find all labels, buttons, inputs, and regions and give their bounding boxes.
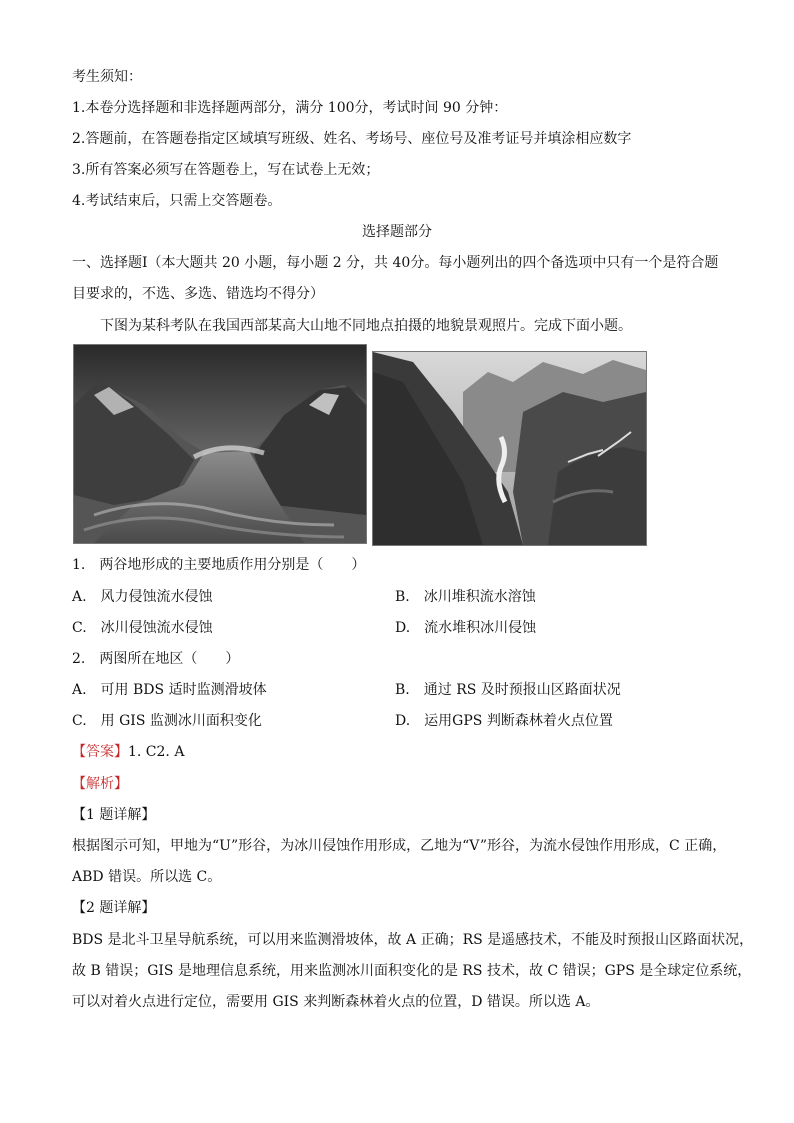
question-1-text: 1. 两谷地形成的主要地质作用分别是（ ） bbox=[72, 557, 366, 573]
detail-2-line-3: 可以对着火点进行定位，需要用 GIS 来判断森林着火点的位置，D 错误。所以选 A。 bbox=[72, 994, 600, 1010]
question-2-option-c: C. 用 GIS 监测冰川面积变化 bbox=[72, 713, 262, 729]
question-1-option-a: A. 风力侵蚀流水侵蚀 bbox=[72, 589, 213, 605]
question-1-option-d: D. 流水堆积冰川侵蚀 bbox=[395, 620, 537, 636]
question-2-option-a: A. 可用 BDS 适时监测滑坡体 bbox=[72, 682, 267, 698]
detail-2-line-2: 故 B 错误；GIS 是地理信息系统，用来监测冰川面积变化的是 RS 技术，故 C 错误；GPS 是全球定位系统， bbox=[72, 963, 752, 979]
answer-label: 【答案】 bbox=[72, 744, 128, 760]
river-valley-photo bbox=[372, 351, 647, 546]
detail-1-label: 【1 题详解】 bbox=[72, 807, 156, 823]
notice-item-1: 1.本卷分选择题和非选择题两部分，满分 100分，考试时间 90 分钟： bbox=[72, 100, 508, 116]
notice-heading: 考生须知： bbox=[72, 69, 142, 85]
question-2-text: 2. 两图所在地区（ ） bbox=[72, 651, 240, 667]
detail-2-line-1: BDS 是北斗卫星导航系统，可以用来监测滑坡体，故 A 正确；RS 是遥感技术，不能及时预报山区路面状况， bbox=[72, 932, 754, 948]
question-2-option-b: B. 通过 RS 及时预报山区路面状况 bbox=[395, 682, 621, 698]
question-2-option-d: D. 运用GPS 判断森林着火点位置 bbox=[395, 713, 613, 729]
question-1-option-c: C. 冰川侵蚀流水侵蚀 bbox=[72, 620, 213, 636]
notice-item-2: 2.答题前，在答题卷指定区域填写班级、姓名、考场号、座位号及准考证号并填涂相应数字 bbox=[72, 131, 632, 147]
detail-1-line-1: 根据图示可知，甲地为“U”形谷，为冰川侵蚀作用形成，乙地为“V”形谷，为流水侵蚀作用形成，C 正确， bbox=[72, 838, 727, 854]
glacial-valley-image bbox=[74, 345, 366, 543]
glacial-valley-photo bbox=[73, 344, 367, 544]
detail-1-line-2: ABD 错误。所以选 C。 bbox=[72, 869, 222, 885]
river-valley-image bbox=[373, 352, 646, 545]
section-title: 选择题部分 bbox=[362, 224, 432, 240]
detail-2-label: 【2 题详解】 bbox=[72, 900, 156, 916]
part-instruction-line-1: 一、选择题Ⅰ（本大题共 20 小题，每小题 2 分，共 40分。每小题列出的四个备选项中只有一个是符合题 bbox=[72, 255, 719, 271]
answer-text: 1. C2. A bbox=[128, 744, 185, 760]
notice-item-4: 4.考试结束后，只需上交答题卷。 bbox=[72, 193, 282, 209]
answer-row bbox=[72, 742, 184, 762]
notice-item-3: 3.所有答案必须写在答题卷上，写在试卷上无效； bbox=[72, 162, 380, 178]
analysis-label: 【解析】 bbox=[72, 776, 128, 792]
part-instruction-line-2: 目要求的，不选、多选、错选均不得分） bbox=[72, 286, 324, 302]
question-1-option-b: B. 冰川堆积流水溶蚀 bbox=[395, 589, 536, 605]
question-stem: 下图为某科考队在我国西部某高大山地不同地点拍摄的地貌景观照片。完成下面小题。 bbox=[100, 318, 632, 334]
